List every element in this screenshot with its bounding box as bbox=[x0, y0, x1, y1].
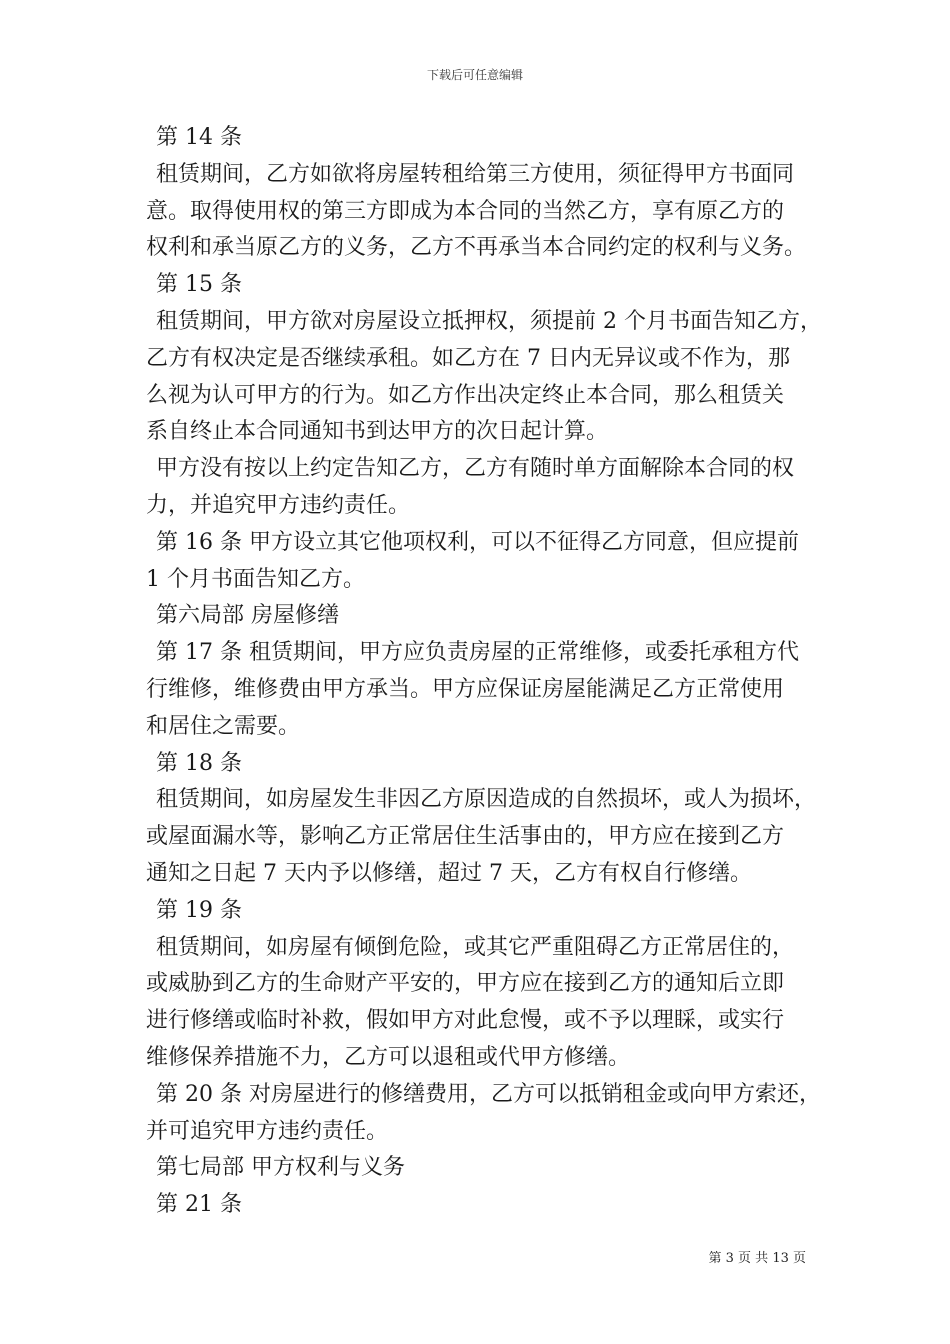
text-line: 系自终止本合同通知书到达甲方的次日起计算。 bbox=[146, 419, 609, 445]
text-line: 维修保养措施不力，乙方可以退租或代甲方修缮。 bbox=[146, 1044, 631, 1070]
text-line: 甲方没有按以上约定告知乙方，乙方有随时单方面解除本合同的权 bbox=[156, 456, 795, 482]
text-line: 第六局部 房屋修缮 bbox=[156, 603, 339, 629]
text-line: 第 21 条 bbox=[156, 1192, 242, 1218]
text-line: 1 个月书面告知乙方。 bbox=[146, 566, 365, 592]
page-header: 下载后可任意编辑 bbox=[426, 68, 523, 82]
text-line: 或威胁到乙方的生命财产平安的，甲方应在接到乙方的通知后立即 bbox=[146, 971, 785, 997]
text-line: 权利和承当原乙方的义务，乙方不再承当本合同约定的权利与义务。 bbox=[146, 235, 807, 261]
text-line: 进行修缮或临时补救，假如甲方对此怠慢，或不予以理睬，或实行 bbox=[146, 1008, 785, 1034]
text-line: 第 19 条 bbox=[156, 897, 242, 923]
text-line: 第 18 条 bbox=[156, 750, 242, 776]
text-line: 行维修，维修费由甲方承当。甲方应保证房屋能满足乙方正常使用 bbox=[146, 676, 785, 702]
text-line: 第七局部 甲方权利与义务 bbox=[156, 1155, 405, 1181]
text-line: 租赁期间，甲方欲对房屋设立抵押权，须提前 2 个月书面告知乙方， bbox=[156, 308, 822, 334]
text-line: 乙方有权决定是否继续承租。如乙方在 7 日内无异议或不作为，那 bbox=[146, 345, 790, 371]
text-line: 租赁期间，如房屋有倾倒危险，或其它严重阻碍乙方正常居住的， bbox=[156, 934, 795, 960]
text-line: 通知之日起 7 天内予以修缮，超过 7 天，乙方有权自行修缮。 bbox=[146, 860, 752, 886]
text-line: 第 14 条 bbox=[156, 125, 242, 150]
text-line: 第 20 条 对房屋进行的修缮费用，乙方可以抵销租金或向甲方索还， bbox=[156, 1081, 821, 1107]
page-footer: 第 3 页 共 13 页 bbox=[708, 1251, 806, 1266]
text-line: 和居住之需要。 bbox=[146, 713, 301, 739]
text-line: 意。取得使用权的第三方即成为本合同的当然乙方，享有原乙方的 bbox=[146, 198, 785, 224]
text-line: 并可追究甲方违约责任。 bbox=[146, 1118, 389, 1144]
text-line: 力，并追究甲方违约责任。 bbox=[146, 492, 411, 518]
text-line: 第 17 条 租赁期间，甲方应负责房屋的正常维修，或委托承租方代 bbox=[156, 640, 799, 666]
text-line: 么视为认可甲方的行为。如乙方作出决定终止本合同，那么租赁关 bbox=[146, 382, 785, 408]
text-line: 租赁期间，乙方如欲将房屋转租给第三方使用，须征得甲方书面同 bbox=[156, 161, 795, 187]
text-line: 第 16 条 甲方设立其它他项权利，可以不征得乙方同意，但应提前 bbox=[156, 529, 799, 555]
text-line: 或屋面漏水等，影响乙方正常居住生活事由的，甲方应在接到乙方 bbox=[146, 824, 785, 850]
document-body bbox=[146, 120, 826, 1224]
text-line: 第 15 条 bbox=[156, 272, 242, 298]
text-line: 租赁期间，如房屋发生非因乙方原因造成的自然损坏，或人为损坏， bbox=[156, 787, 817, 813]
